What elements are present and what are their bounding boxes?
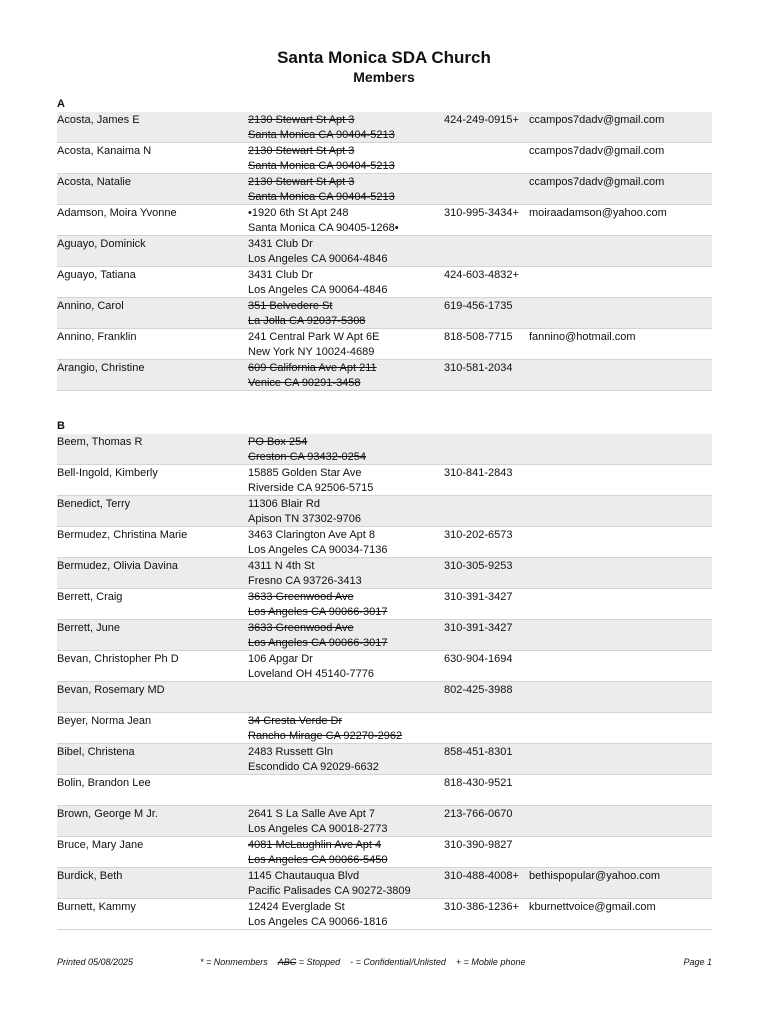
member-name: Benedict, Terry [57,498,131,510]
member-row [57,589,712,620]
member-name: Annino, Carol [57,300,124,312]
member-row [57,174,712,205]
member-address [248,652,444,681]
member-row [57,775,712,806]
member-name: Berrett, Craig [57,591,123,603]
member-address [248,714,444,743]
address-line-2: Apison TN 37302-9706 [248,513,361,525]
member-phone: 858-451-8301 [444,746,513,758]
member-phone: 630-904-1694 [444,653,513,665]
address-line-1: •1920 6th St Apt 248 [248,207,349,219]
member-address [248,807,444,836]
address-line-2: Santa Monica CA 90405-1268• [248,222,399,234]
address-line-2: Venice CA 90291-3458 [248,377,361,389]
address-line-1: 241 Central Park W Apt 6E [248,331,380,343]
member-email: ccampos7dadv@gmail.com [529,145,665,157]
legend-nonmembers: * = Nonmembers [200,957,268,967]
address-line-1: 2641 S La Salle Ave Apt 7 [248,808,376,820]
member-email [529,528,712,557]
member-address [248,175,444,204]
member-phone: 424-249-0915+ [444,114,519,126]
member-row [57,267,712,298]
legend-stopped [278,957,340,967]
member-email [529,559,712,588]
page-number: Page 1 [683,957,712,967]
member-row [57,329,712,360]
member-name: Brown, George M Jr. [57,808,158,820]
address-line-2: Los Angeles CA 90066-3017 [248,637,388,649]
member-email: kburnettvoice@gmail.com [529,901,656,913]
member-phone [444,714,529,743]
member-email [529,361,712,390]
member-row [57,651,712,682]
member-address [248,528,444,557]
address-line-2: Los Angeles CA 90034-7136 [248,544,388,556]
member-name: Acosta, James E [57,114,140,126]
member-phone: 310-391-3427 [444,591,513,603]
section-letter: A [57,98,65,110]
member-email [529,237,712,266]
member-email [529,807,712,836]
member-address [248,330,444,359]
address-line-2: Los Angeles CA 90018-2773 [248,823,388,835]
member-row [57,496,712,527]
member-name: Bell-Ingold, Kimberly [57,467,158,479]
page-subtitle: Members [353,69,415,85]
address-line-2: Los Angeles CA 90064-4846 [248,284,388,296]
address-line-1: 4081 McLaughlin Ave Apt 4 [248,839,382,851]
member-name: Berrett, June [57,622,120,634]
member-phone: 213-766-0670 [444,808,513,820]
member-email [529,776,712,805]
member-email [529,590,712,619]
address-line-2: Loveland OH 45140-7776 [248,668,374,680]
member-address [248,299,444,328]
member-name: Bevan, Christopher Ph D [57,653,179,665]
legend-mobile: + = Mobile phone [455,957,526,967]
address-line-1: 2130 Stewart St Apt 3 [248,114,355,126]
member-name: Bermudez, Christina Marie [57,529,188,541]
member-name: Aguayo, Tatiana [57,269,136,281]
member-email: fannino@hotmail.com [529,331,636,343]
member-phone: 310-581-2034 [444,362,513,374]
section-b [57,418,712,930]
address-line-1: 2483 Russett Gln [248,746,333,758]
member-phone: 310-995-3434+ [444,207,519,219]
member-name: Beem, Thomas R [57,436,143,448]
member-row [57,837,712,868]
member-phone: 310-305-9253 [444,560,513,572]
member-phone [444,144,529,173]
member-email [529,435,712,464]
member-row [57,713,712,744]
address-line-1: 3463 Clarington Ave Apt 8 [248,529,376,541]
legend-stopped-label: = Stopped [296,957,341,967]
member-address [248,113,444,142]
address-line-1: 3633 Greenwood Ave [248,622,354,634]
member-address [248,361,444,390]
address-line-2: Santa Monica CA 90404-5213 [248,160,395,172]
member-phone [444,175,529,204]
member-address [248,268,444,297]
address-line-1: 4311 N 4th St [248,560,315,572]
member-address [248,900,444,929]
member-email [529,838,712,867]
address-line-1: 3633 Greenwood Ave [248,591,354,603]
member-row [57,143,712,174]
address-line-1: 34 Cresta Verde Dr [248,715,343,727]
member-name: Bolin, Brandon Lee [57,777,151,789]
member-name: Beyer, Norma Jean [57,715,152,727]
member-address [248,206,444,235]
address-line-2: Los Angeles CA 90066-3017 [248,606,388,618]
printed-date: Printed 05/08/2025 [57,957,134,967]
member-row [57,558,712,589]
member-email [529,621,712,650]
member-name: Bermudez, Olivia Davina [57,560,179,572]
address-line-2: La Jolla CA 92037-5308 [248,315,366,327]
member-row [57,434,712,465]
member-address [248,745,444,774]
member-email [529,466,712,495]
member-email [529,497,712,526]
address-line-1: 3431 Club Dr [248,269,313,281]
member-email [529,299,712,328]
member-address [248,838,444,867]
member-phone: 619-456-1735 [444,300,513,312]
member-phone: 310-488-4008+ [444,870,519,882]
member-email [529,745,712,774]
member-row [57,868,712,899]
member-email: ccampos7dadv@gmail.com [529,176,665,188]
member-row [57,465,712,496]
member-phone [444,237,529,266]
address-line-1: 2130 Stewart St Apt 3 [248,176,355,188]
member-email: moiraadamson@yahoo.com [529,207,667,219]
member-phone: 310-202-6573 [444,529,513,541]
address-line-2: Escondido CA 92029-6632 [248,761,379,773]
member-email [529,683,712,712]
member-phone: 802-425-3988 [444,684,513,696]
member-phone [444,435,529,464]
member-name: Aguayo, Dominick [57,238,146,250]
member-row [57,360,712,391]
member-name: Arangio, Christine [57,362,145,374]
address-line-2: Santa Monica CA 90404-5213 [248,191,395,203]
address-line-1: 1145 Chautauqua Blvd [248,870,360,882]
address-line-1: 3431 Club Dr [248,238,313,250]
member-name: Acosta, Natalie [57,176,131,188]
member-row [57,527,712,558]
member-email: ccampos7dadv@gmail.com [529,114,665,126]
member-row [57,112,712,143]
member-phone [444,497,529,526]
member-row [57,806,712,837]
member-row [57,205,712,236]
address-line-2: Fresno CA 93726-3413 [248,575,362,587]
address-line-2: Creston CA 93432-0254 [248,451,367,463]
member-email [529,268,712,297]
member-address [248,237,444,266]
address-line-2: Riverside CA 92506-5715 [248,482,374,494]
legend-confidential: - = Confidential/Unlisted [350,957,446,967]
member-row [57,682,712,713]
footer [57,957,712,967]
member-address [248,683,444,712]
address-line-1: 15885 Golden Star Ave [248,467,362,479]
member-address [248,559,444,588]
member-row [57,744,712,775]
member-address [248,776,444,805]
member-row [57,620,712,651]
address-line-2: Los Angeles CA 90064-4846 [248,253,388,265]
member-phone: 424-603-4832+ [444,269,519,281]
address-line-2: Pacific Palisades CA 90272-3809 [248,885,411,897]
address-line-2: New York NY 10024-4689 [248,346,375,358]
member-phone: 818-508-7715 [444,331,513,343]
member-email [529,714,712,743]
section-a [57,96,712,391]
member-phone: 310-841-2843 [444,467,513,479]
member-name: Bruce, Mary Jane [57,839,144,851]
member-row [57,298,712,329]
member-address [248,590,444,619]
address-line-2: Rancho Mirage CA 92270-2962 [248,730,403,742]
member-name: Bibel, Christena [57,746,135,758]
member-name: Adamson, Moira Yvonne [57,207,177,219]
member-phone: 310-391-3427 [444,622,513,634]
member-name: Annino, Franklin [57,331,137,343]
address-line-1: 106 Apgar Dr [248,653,313,665]
address-line-1: 12424 Everglade St [248,901,345,913]
member-email [529,652,712,681]
member-address [248,497,444,526]
address-line-2: Los Angeles CA 90066-5450 [248,854,388,866]
member-address [248,435,444,464]
legend-stopped-sample: ABC [277,957,297,967]
member-name: Burdick, Beth [57,870,123,882]
address-line-1: 351 Belvedere St [248,300,333,312]
member-address [248,869,444,898]
page-title: Santa Monica SDA Church [277,48,491,67]
address-line-1: 11306 Blair Rd [248,498,320,510]
member-phone: 310-386-1236+ [444,901,519,913]
address-line-1: PO Box 254 [248,436,308,448]
member-address [248,466,444,495]
address-line-1: 2130 Stewart St Apt 3 [248,145,355,157]
address-line-2: Los Angeles CA 90066-1816 [248,916,388,928]
legend [200,957,652,967]
member-phone: 818-430-9521 [444,777,513,789]
member-email: bethispopular@yahoo.com [529,870,661,882]
address-line-1: 609 California Ave Apt 211 [248,362,377,374]
member-name: Bevan, Rosemary MD [57,684,165,696]
member-row [57,236,712,267]
member-row [57,899,712,930]
section-letter: B [57,420,65,432]
member-phone: 310-390-9827 [444,839,513,851]
member-address [248,621,444,650]
address-line-2: Santa Monica CA 90404-5213 [248,129,395,141]
member-name: Burnett, Kammy [57,901,136,913]
member-name: Acosta, Kanaima N [57,145,152,157]
member-address [248,144,444,173]
